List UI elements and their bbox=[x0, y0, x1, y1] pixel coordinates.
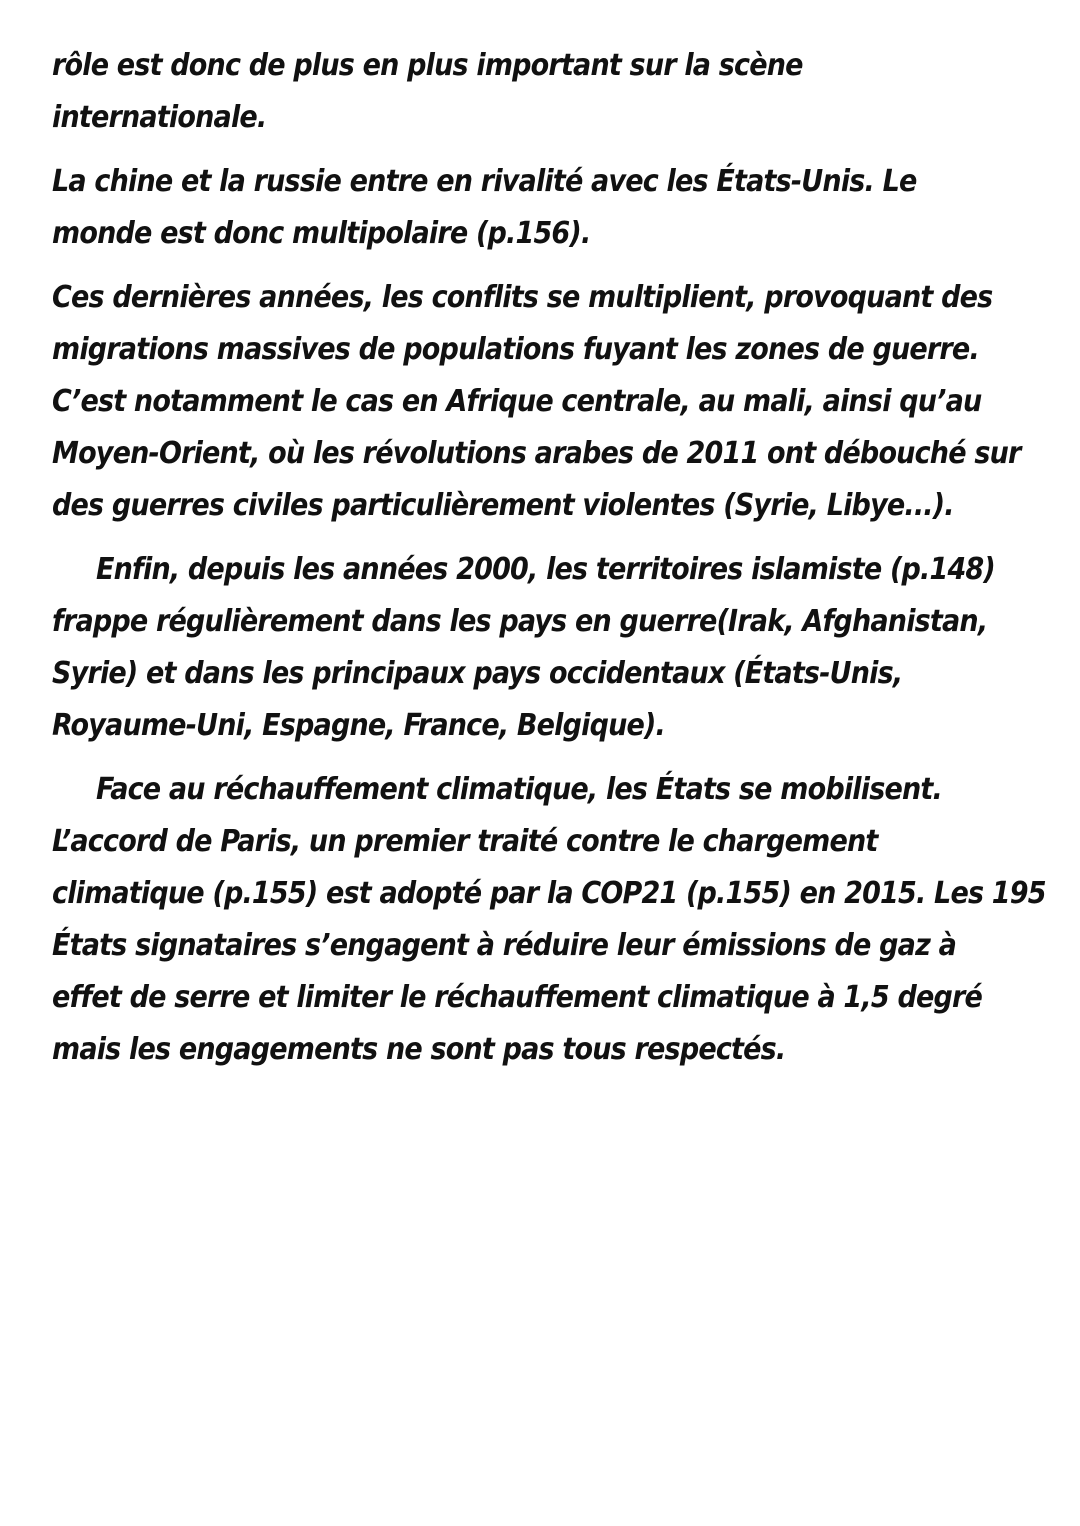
text-line: Syrie) et dans les principaux pays occidentaux (États-Unis, bbox=[52, 656, 903, 691]
text-line: États signataires s’engagent à réduire leur émissions de gaz à bbox=[52, 928, 956, 963]
document-page bbox=[52, 40, 1046, 1088]
text-line: rôle est donc de plus en plus important sur la scène bbox=[52, 48, 803, 83]
text-line: migrations massives de populations fuyant les zones de guerre. bbox=[52, 332, 979, 367]
paragraph-1 bbox=[52, 40, 1042, 144]
text-line: Moyen-Orient, où les révolutions arabes de 2011 ont débouché sur bbox=[52, 436, 1021, 471]
text-line: des guerres civiles particulièrement violentes (Syrie, Libye...). bbox=[52, 488, 954, 523]
paragraph-3 bbox=[52, 272, 1042, 532]
text-line: mais les engagements ne sont pas tous respectés. bbox=[52, 1032, 786, 1067]
text-line: frappe régulièrement dans les pays en guerre(Irak, Afghanistan, bbox=[52, 604, 988, 639]
text-line: Face au réchauffement climatique, les États se mobilisent. bbox=[96, 772, 942, 807]
text-line: climatique (p.155) est adopté par la COP21 (p.155) en 2015. Les 195 bbox=[52, 876, 1046, 911]
text-line: La chine et la russie entre en rivalité avec les États-Unis. Le bbox=[52, 164, 917, 199]
paragraph-4 bbox=[52, 544, 1042, 752]
text-line: L’accord de Paris, un premier traité contre le chargement bbox=[52, 824, 878, 859]
text-line: monde est donc multipolaire (p.156). bbox=[52, 216, 591, 251]
paragraph-2 bbox=[52, 156, 1042, 260]
text-line: Enfin, depuis les années 2000, les territoires islamiste (p.148) bbox=[96, 552, 995, 587]
text-line: Ces dernières années, les conflits se multiplient, provoquant des bbox=[52, 280, 993, 315]
text-line: C’est notamment le cas en Afrique centrale, au mali, ainsi qu’au bbox=[52, 384, 982, 419]
text-line: Royaume-Uni, Espagne, France, Belgique). bbox=[52, 708, 666, 743]
text-line: internationale. bbox=[52, 100, 267, 135]
text-line: effet de serre et limiter le réchauffement climatique à 1,5 degré bbox=[52, 980, 983, 1015]
paragraph-5 bbox=[52, 764, 1046, 1076]
